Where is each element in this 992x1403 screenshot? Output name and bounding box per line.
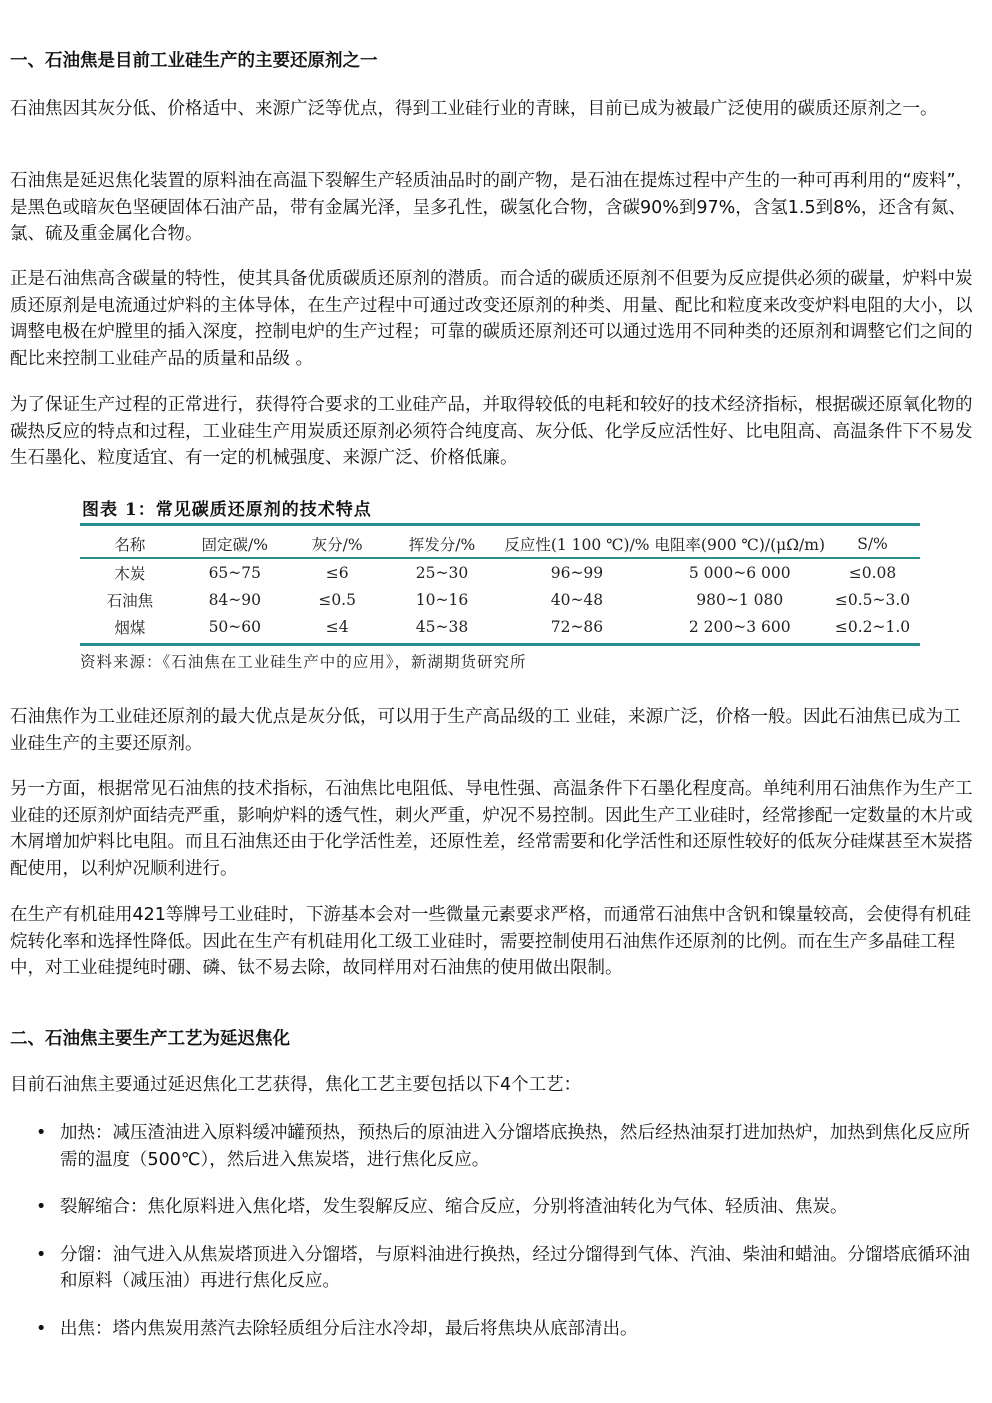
- table-cell: 72~86: [550, 617, 604, 636]
- list-item-text: 分馏：油气进入从焦炭塔顶进入分馏塔，与原料油进行换热，经过分馏得到气体、汽油、柴油和蜡油。分馏塔底循环油和原料（减压油）再进行焦化反应。: [60, 1244, 970, 1291]
- table-cell: ≤0.5~3.0: [834, 590, 911, 609]
- figure-title: 图表 1：常见碳质还原剂的技术特点: [82, 500, 372, 520]
- col-header: 灰分/%: [311, 535, 363, 554]
- bullet-icon: •: [36, 1318, 47, 1339]
- bullet-icon: •: [36, 1244, 47, 1265]
- col-header: 固定碳/%: [201, 535, 268, 554]
- process-list: [10, 1120, 980, 1342]
- paragraph: 在生产有机硅用421等牌号工业硅时，下游基本会对一些微量元素要求严格，而通常石油焦中含钒和镍量较高，会使得有机硅烷转化率和选择性降低。因此在生产有机硅用化工级工业硅时，需要控制使用石油焦作还原剂的比例。而在生产多晶硅工程中，对工业硅提纯时硼、磷、钛不易去除，故同样用对石油焦的使用做出限制。: [10, 905, 971, 978]
- table-cell: 石油焦: [106, 591, 154, 610]
- table-cell: 25~30: [415, 563, 469, 582]
- paragraph: 石油焦因其灰分低、价格适中、来源广泛等优点，得到工业硅行业的青睐，目前已成为被最广泛使用的碳质还原剂之一。: [10, 99, 938, 119]
- table-cell: 50~60: [208, 617, 261, 636]
- table-cell: ≤0.08: [848, 563, 897, 582]
- table-cell: 木炭: [114, 564, 146, 583]
- table-cell: 980~1 080: [696, 590, 784, 609]
- paragraph: 另一方面，根据常见石油焦的技术指标，石油焦比电阻低、导电性强、高温条件下石墨化程度高。单纯利用石油焦作为生产工业硅的还原剂炉面结壳严重，影响炉料的透气性，刺火严重，炉况不易控制。因此生产工业硅时，经常掺配一定数量的木片或木屑增加炉料比电阻。而且石油焦还由于化学活性差，还原性差，经常需要和化学活性和还原性较好的低灰分硅煤甚至木炭搭配使用，以利炉况顺利进行。: [10, 779, 973, 879]
- table-row: [80, 586, 920, 613]
- table-cell: 2 200~3 600: [688, 617, 791, 636]
- table-cell: 84~90: [208, 590, 261, 609]
- table-cell: ≤0.2~1.0: [834, 617, 911, 636]
- list-item-text: 出焦：塔内焦炭用蒸汽去除轻质组分后注水冷却，最后将焦块从底部清出。: [60, 1318, 638, 1339]
- section-heading-1: 一、石油焦是目前工业硅生产的主要还原剂之一: [10, 51, 378, 71]
- table-cell: 40~48: [550, 590, 604, 609]
- col-header: 反应性(1 100 ℃)/%: [504, 535, 650, 554]
- col-header: 挥发分/%: [408, 535, 476, 554]
- section-heading-2: 二、石油焦主要生产工艺为延迟焦化: [10, 1029, 290, 1049]
- table-cell: 5 000~6 000: [688, 563, 791, 582]
- paragraph: 石油焦作为工业硅还原剂的最大优点是灰分低，可以用于生产高品级的工 业硅，来源广泛，价格一般。因此石油焦已成为工业硅生产的主要还原剂。: [10, 707, 961, 754]
- paragraph: 为了保证生产过程的正常进行，获得符合要求的工业硅产品，并取得较低的电耗和较好的技术经济指标，根据碳还原氧化物的碳热反应的特点和过程，工业硅生产用炭质还原剂必须符合纯度高、灰分低、化学反应活性好、比电阻高、高温条件下不易发生石墨化、粒度适宜、有一定的机械强度、来源广泛、价格低廉。: [10, 395, 973, 468]
- table-cell: 45~38: [415, 617, 469, 636]
- list-item: [10, 1316, 980, 1343]
- table-row: [80, 613, 920, 640]
- col-header: 名称: [114, 535, 146, 554]
- table-row: [80, 558, 920, 586]
- col-header: S/%: [857, 534, 888, 553]
- table-cell: 10~16: [415, 590, 469, 609]
- paragraph: 目前石油焦主要通过延迟焦化工艺获得，焦化工艺主要包括以下4个工艺：: [10, 1075, 582, 1095]
- table-cell: 96~99: [550, 563, 604, 582]
- table-header-row: [80, 530, 920, 558]
- table-bottom-rule: [80, 643, 920, 646]
- bullet-icon: •: [36, 1123, 47, 1143]
- table-cell: ≤6: [325, 563, 349, 582]
- paragraph: 正是石油焦高含碳量的特性，使其具备优质碳质还原剂的潜质。而合适的碳质还原剂不但要为反应提供必须的碳量，炉料中炭质还原剂是电流通过炉料的主体导体，在生产过程中可通过改变还原剂的种类、用量、配比和粒度来改变炉料电阻的大小，以调整电极在炉膛里的插入深度，控制电炉的生产过程；可靠的碳质还原剂还可以通过选用不同种类的还原剂和调整它们之间的配比来控制工业硅产品的质量和品级 。: [10, 269, 973, 369]
- table-cell: 65~75: [208, 563, 261, 582]
- list-item-text: 加热：减压渣油进入原料缓冲罐预热，预热后的原油进入分馏塔底换热，然后经热油泵打进加热炉，加热到焦化反应所需的温度（500℃），然后进入焦炭塔，进行焦化反应。: [60, 1123, 970, 1170]
- paragraph: 石油焦是延迟焦化装置的原料油在高温下裂解生产轻质油品时的副产物，是石油在提炼过程中产生的一种可再利用的“废料”，是黑色或暗灰色坚硬固体石油产品，带有金属光泽，呈多孔性，碳氢化合物，含碳90%到97%，含氢1.5到8%，还含有氮、氯、硫及重金属化合物。: [10, 171, 974, 244]
- figure-table: [80, 493, 922, 678]
- table-cell: ≤4: [325, 617, 349, 636]
- table-cell: 烟煤: [114, 618, 146, 637]
- figure-source: 资料来源：《石油焦在工业硅生产中的应用》，新湖期货研究所: [80, 653, 527, 671]
- list-item: [10, 1194, 980, 1221]
- table-top-rule: [80, 523, 920, 526]
- list-item: [10, 1242, 980, 1295]
- list-item: [10, 1120, 980, 1173]
- bullet-icon: •: [36, 1197, 47, 1217]
- list-item-text: 裂解缩合：焦化原料进入焦化塔，发生裂解反应、缩合反应，分别将渣油转化为气体、轻质油、焦炭。: [60, 1197, 848, 1217]
- col-header: 电阻率(900 ℃)/(μΩ/m): [654, 535, 826, 554]
- table-cell: ≤0.5: [318, 590, 356, 609]
- tech-table: [80, 530, 920, 640]
